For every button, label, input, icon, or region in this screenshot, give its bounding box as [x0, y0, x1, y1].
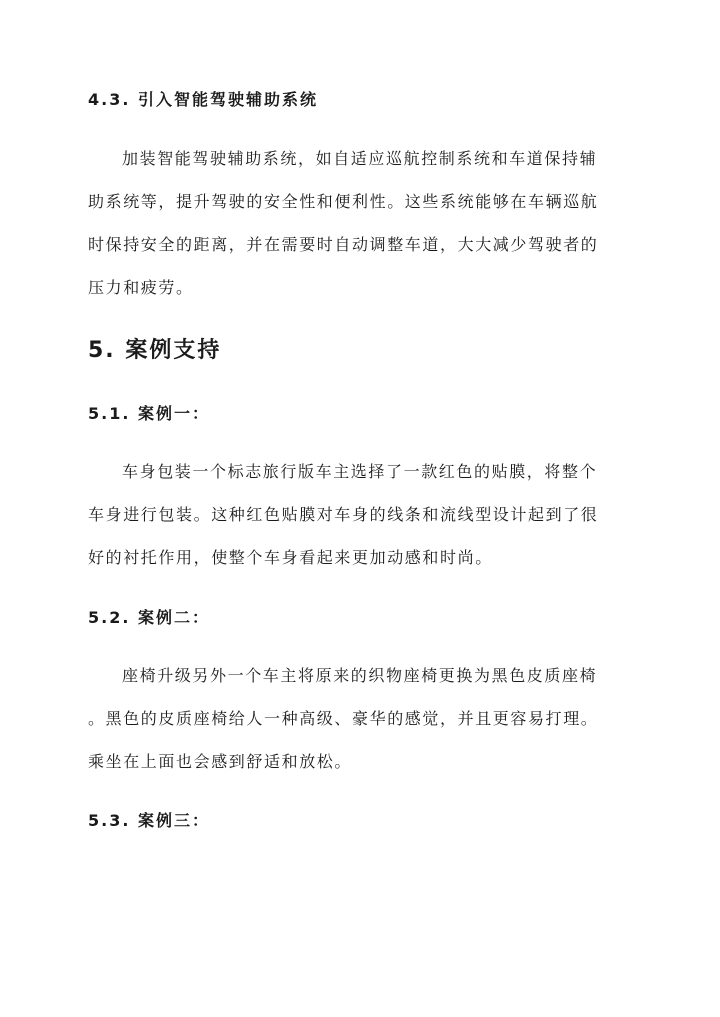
- section-heading-5-2: 5.2. 案例二：: [88, 608, 210, 627]
- paragraph-line: 。黑色的皮质座椅给人一种高级、豪华的感觉，并且更容易打理。: [88, 709, 599, 728]
- paragraph-line: 加装智能驾驶辅助系统，如自适应巡航控制系统和车道保持辅: [122, 149, 598, 168]
- section-heading-5-1: 5.1. 案例一：: [88, 404, 210, 423]
- paragraph-line: 车身进行包装。这种红色贴膜对车身的线条和流线型设计起到了很: [88, 505, 599, 524]
- chapter-heading-5: 5. 案例支持: [88, 338, 222, 363]
- section-heading-4-3: 4.3. 引入智能驾驶辅助系统: [88, 90, 318, 109]
- paragraph-line: 压力和疲劳。: [88, 278, 194, 297]
- paragraph-line: 好的衬托作用，使整个车身看起来更加动感和时尚。: [88, 548, 493, 567]
- paragraph-line: 乘坐在上面也会感到舒适和放松。: [88, 752, 353, 771]
- paragraph-line: 时保持安全的距离，并在需要时自动调整车道，大大减少驾驶者的: [88, 235, 599, 254]
- paragraph-line: 助系统等，提升驾驶的安全性和便利性。这些系统能够在车辆巡航: [88, 192, 599, 211]
- paragraph-line: 座椅升级另外一个车主将原来的织物座椅更换为黑色皮质座椅: [122, 666, 598, 685]
- section-heading-5-3: 5.3. 案例三：: [88, 811, 210, 830]
- paragraph-line: 车身包装一个标志旅行版车主选择了一款红色的贴膜，将整个: [122, 462, 598, 481]
